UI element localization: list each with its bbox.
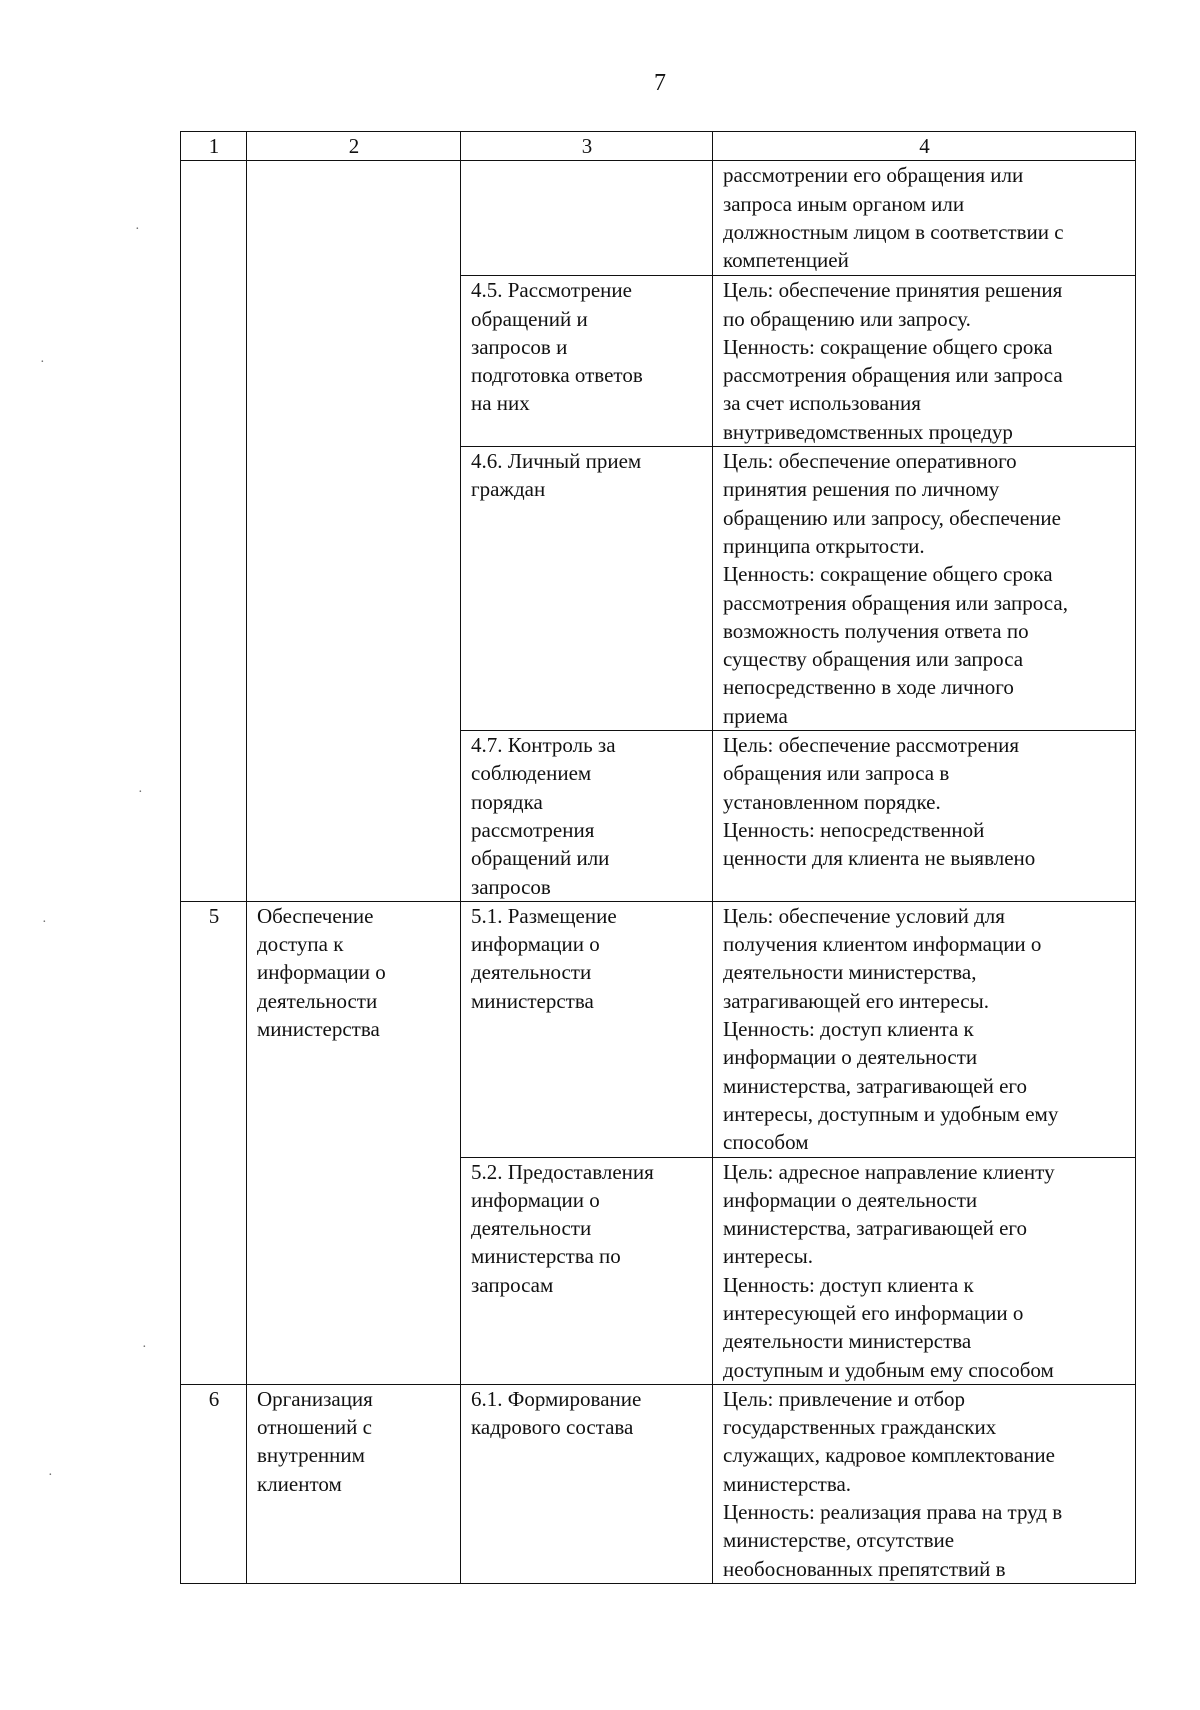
- text-line: 4.7. Контроль за: [471, 733, 616, 758]
- text-line: рассмотрения обращения или запроса: [723, 363, 1063, 388]
- text-line: запросов: [471, 874, 551, 899]
- text-line: министерства по: [471, 1244, 621, 1269]
- text-line: принятия решения по личному: [723, 477, 1000, 502]
- table-row: [181, 901, 1136, 1157]
- text-line: обращений и: [471, 306, 588, 331]
- cell-goal-4-6: [713, 447, 1136, 731]
- text-line: Ценность: доступ клиента к: [723, 1017, 974, 1042]
- text-line: информации о деятельности: [723, 1187, 978, 1212]
- text-line: установленном порядке.: [723, 789, 941, 814]
- text-line: запросам: [471, 1272, 554, 1297]
- main-table: [180, 131, 1136, 1584]
- text-line: 4.6. Личный прием: [471, 449, 642, 474]
- cell-area-empty: [247, 161, 461, 902]
- text-line: Цель: обеспечение оперативного: [723, 449, 1017, 474]
- text-line: Цель: обеспечение принятия решения: [723, 278, 1063, 303]
- page-number: 7: [654, 70, 666, 96]
- text-line: Ценность: реализация права на труд в: [723, 1500, 1063, 1525]
- text-line: соблюдением: [471, 761, 592, 786]
- text-line: получения клиентом информации о: [723, 932, 1042, 957]
- text-line: деятельности министерства: [723, 1329, 972, 1354]
- text-line: 5.2. Предоставления: [471, 1159, 654, 1184]
- text-line: Цель: обеспечение рассмотрения: [723, 733, 1020, 758]
- text-line: государственных гражданских: [723, 1415, 997, 1440]
- cell-goal-5-1: [713, 901, 1136, 1157]
- cell-goal-6-1: [713, 1384, 1136, 1583]
- text-line: за счет использования: [723, 391, 921, 416]
- text-line: подготовка ответов: [471, 363, 643, 388]
- scan-speck: ·: [135, 222, 140, 237]
- text-line: Цель: адресное направление клиенту: [723, 1159, 1055, 1184]
- cell-num-empty: [181, 161, 247, 902]
- cell-goal-5-2: [713, 1157, 1136, 1384]
- text-line: должностным лицом в соответствии с: [723, 219, 1064, 244]
- text-line: непосредственно в ходе личного: [723, 675, 1014, 700]
- text-line: на них: [471, 391, 530, 416]
- text-line: министерстве, отсутствие: [723, 1528, 955, 1553]
- text-line: интересы, доступным и удобным ему: [723, 1101, 1059, 1126]
- cell-goal-4-5: [713, 276, 1136, 447]
- header-cell-2: 2: [247, 132, 461, 161]
- cell-process-empty: [461, 161, 713, 276]
- cell-process-5-1: [461, 901, 713, 1157]
- cell-num-6: 6: [181, 1384, 247, 1583]
- text-line: рассмотрения обращения или запроса,: [723, 590, 1068, 615]
- text-line: информации о: [471, 932, 600, 957]
- cell-process-4-5: [461, 276, 713, 447]
- text-line: служащих, кадровое комплектование: [723, 1443, 1055, 1468]
- text-line: 6.1. Формирование: [471, 1386, 642, 1411]
- text-line: информации о: [257, 960, 386, 985]
- cell-process-4-7: [461, 731, 713, 902]
- cell-process-6-1: [461, 1384, 713, 1583]
- text-line: Цель: привлечение и отбор: [723, 1386, 966, 1411]
- cell-area-6: [247, 1384, 461, 1583]
- text-line: деятельности: [257, 988, 378, 1013]
- text-line: деятельности министерства,: [723, 960, 977, 985]
- text-line: Цель: обеспечение условий для: [723, 903, 1005, 928]
- text-line: 4.5. Рассмотрение: [471, 278, 632, 303]
- text-line: ценности для клиента не выявлено: [723, 846, 1036, 871]
- text-line: рассмотрении его обращения или: [723, 163, 1024, 188]
- scan-speck: ·: [142, 1340, 147, 1355]
- text-line: доступа к: [257, 932, 344, 957]
- cell-num-5: 5: [181, 901, 247, 1384]
- text-line: обращения или запроса в: [723, 761, 950, 786]
- text-line: деятельности: [471, 960, 592, 985]
- text-line: доступным и удобным ему способом: [723, 1357, 1054, 1382]
- text-line: министерства, затрагивающей его: [723, 1073, 1027, 1098]
- text-line: рассмотрения: [471, 817, 595, 842]
- text-line: затрагивающей его интересы.: [723, 988, 989, 1013]
- text-line: компетенцией: [723, 248, 849, 273]
- header-cell-1: 1: [181, 132, 247, 161]
- text-line: министерства, затрагивающей его: [723, 1216, 1027, 1241]
- text-line: интересующей его информации о: [723, 1300, 1024, 1325]
- text-line: принципа открытости.: [723, 533, 925, 558]
- text-line: запросов и: [471, 334, 568, 359]
- text-line: возможность получения ответа по: [723, 618, 1029, 643]
- text-line: информации о: [471, 1187, 600, 1212]
- text-line: интересы.: [723, 1244, 813, 1269]
- text-line: граждан: [471, 477, 546, 502]
- cell-process-4-6: [461, 447, 713, 731]
- text-line: внутренним: [257, 1443, 365, 1468]
- text-line: запроса иным органом или: [723, 191, 965, 216]
- cell-process-5-2: [461, 1157, 713, 1384]
- text-line: Ценность: доступ клиента к: [723, 1272, 974, 1297]
- text-line: приема: [723, 703, 788, 728]
- text-line: способом: [723, 1130, 809, 1155]
- cell-area-5: [247, 901, 461, 1384]
- text-line: деятельности: [471, 1216, 592, 1241]
- header-cell-3: 3: [461, 132, 713, 161]
- text-line: существу обращения или запроса: [723, 647, 1024, 672]
- scan-speck: ·: [40, 355, 45, 370]
- text-line: обращению или запросу, обеспечение: [723, 505, 1061, 530]
- text-line: кадрового состава: [471, 1415, 634, 1440]
- header-cell-4: 4: [713, 132, 1136, 161]
- text-line: министерства: [471, 988, 594, 1013]
- text-line: Ценность: сокращение общего срока: [723, 334, 1053, 359]
- text-line: внутриведомственных процедур: [723, 419, 1013, 444]
- scan-speck: ·: [138, 785, 143, 800]
- text-line: Обеспечение: [257, 903, 374, 928]
- table-row: [181, 1384, 1136, 1583]
- text-line: клиентом: [257, 1471, 342, 1496]
- text-line: необоснованных препятствий в: [723, 1556, 1006, 1581]
- text-line: по обращению или запросу.: [723, 306, 971, 331]
- scan-speck: ·: [48, 1468, 53, 1483]
- scan-speck: ·: [42, 915, 47, 930]
- text-line: министерства: [257, 1017, 380, 1042]
- text-line: информации о деятельности: [723, 1045, 978, 1070]
- text-line: Организация: [257, 1386, 373, 1411]
- cell-goal-4-7: [713, 731, 1136, 902]
- text-line: министерства.: [723, 1471, 852, 1496]
- table-row: [181, 161, 1136, 276]
- text-line: Ценность: непосредственной: [723, 817, 985, 842]
- cell-goal-continued: [713, 161, 1136, 276]
- text-line: Ценность: сокращение общего срока: [723, 562, 1053, 587]
- header-row: [181, 132, 1136, 161]
- text-line: порядка: [471, 789, 543, 814]
- text-line: 5.1. Размещение: [471, 903, 617, 928]
- text-line: отношений с: [257, 1415, 372, 1440]
- text-line: обращений или: [471, 846, 610, 871]
